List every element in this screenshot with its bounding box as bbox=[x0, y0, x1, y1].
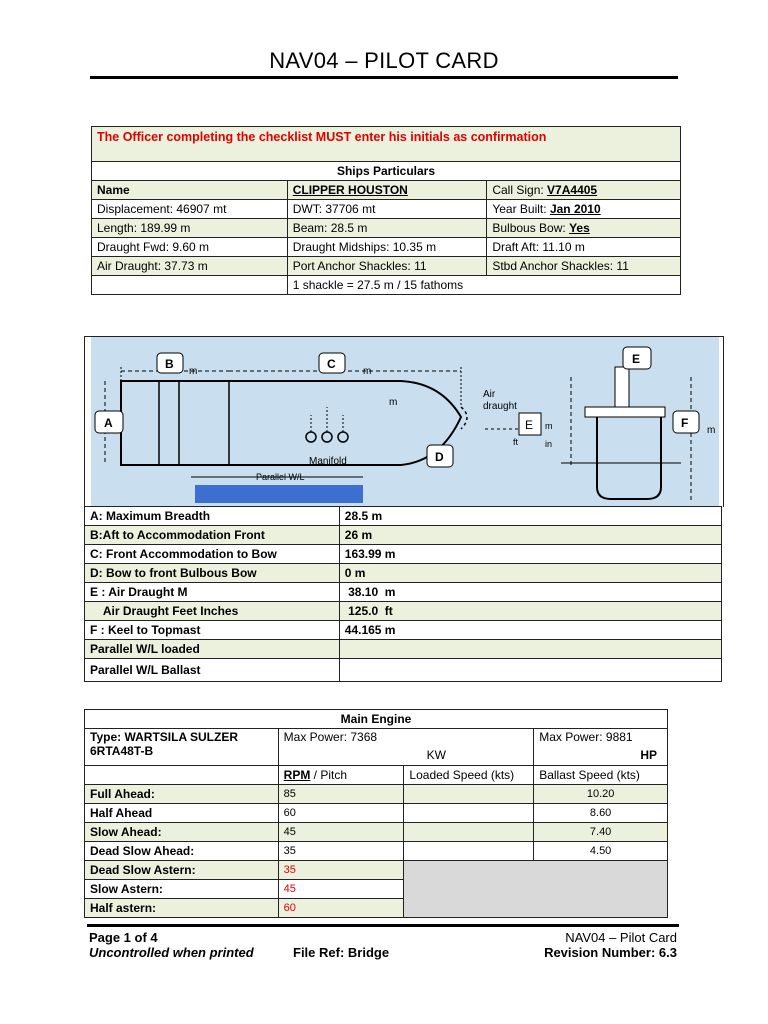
order-ballast: 8.60 bbox=[534, 804, 668, 823]
dim-value: 125.0 ft bbox=[339, 602, 721, 621]
title-rule bbox=[90, 76, 678, 79]
footer-rule bbox=[87, 924, 679, 927]
order-rpm: 35 bbox=[278, 842, 404, 861]
max-power-kw-label: Max Power: 7368 bbox=[283, 730, 378, 744]
draught-label: draught bbox=[483, 401, 517, 412]
hp-unit: HP bbox=[640, 748, 657, 762]
page-title: NAV04 – PILOT CARD bbox=[269, 48, 499, 73]
dim-label: F : Keel to Topmast bbox=[85, 621, 340, 640]
dim-value bbox=[339, 659, 721, 682]
order-name: Slow Astern: bbox=[85, 880, 279, 899]
order-rpm: 45 bbox=[278, 880, 404, 899]
section-title: Ships Particulars bbox=[92, 162, 681, 181]
engine-type-line1: Type: WARTSILA SULZER bbox=[90, 730, 238, 744]
label-b: B bbox=[165, 357, 174, 371]
ship-dimensions-diagram bbox=[84, 336, 724, 507]
max-power-hp-label: Max Power: 9881 bbox=[539, 730, 633, 744]
dim-label: C: Front Accommodation to Bow bbox=[85, 545, 340, 564]
col-loaded-speed: Loaded Speed (kts) bbox=[404, 766, 534, 785]
dim-value bbox=[339, 640, 721, 659]
order-name: Half Ahead bbox=[85, 804, 279, 823]
dim-label: B:Aft to Accommodation Front bbox=[85, 526, 340, 545]
engine-type bbox=[85, 729, 279, 766]
footer-uncontrolled: Uncontrolled when printed bbox=[89, 945, 254, 960]
ships-particulars-table bbox=[91, 126, 681, 295]
footer-doc: NAV04 – Pilot Card bbox=[565, 930, 677, 945]
order-name: Dead Slow Astern: bbox=[85, 861, 279, 880]
particular-port-anchor: Port Anchor Shackles: 11 bbox=[287, 257, 487, 276]
order-loaded bbox=[404, 823, 534, 842]
order-loaded bbox=[404, 785, 534, 804]
order-loaded bbox=[404, 842, 534, 861]
parallel-wl-label: Parallel W/L bbox=[256, 472, 305, 482]
order-rpm: 35 bbox=[278, 861, 404, 880]
footer-file-ref: File Ref: Bridge bbox=[293, 945, 390, 960]
confirmation-notice: The Officer completing the checklist MUST enter his initials as confirmation bbox=[92, 127, 681, 162]
order-ballast: 10.20 bbox=[534, 785, 668, 804]
dim-value: 163.99 m bbox=[339, 545, 721, 564]
particular-beam: Beam: 28.5 m bbox=[287, 219, 487, 238]
shackle-note: 1 shackle = 27.5 m / 15 fathoms bbox=[287, 276, 680, 295]
label-a: A bbox=[104, 416, 113, 430]
unit-m-e: m bbox=[545, 421, 553, 431]
order-loaded bbox=[404, 804, 534, 823]
dim-label: Parallel W/L loaded bbox=[85, 640, 340, 659]
order-name: Dead Slow Ahead: bbox=[85, 842, 279, 861]
unit-m-d: m bbox=[389, 397, 398, 408]
particular-call-sign: Call Sign: V7A4405 bbox=[487, 181, 681, 200]
dim-value: 44.165 m bbox=[339, 621, 721, 640]
label-c: C bbox=[327, 357, 336, 371]
order-rpm: 85 bbox=[278, 785, 404, 804]
particular-name-label: Name bbox=[92, 181, 288, 200]
footer-page: Page 1 of 4 bbox=[89, 930, 158, 945]
particular-bulbous-bow: Bulbous Bow: Yes bbox=[487, 219, 681, 238]
particular-displacement: Displacement: 46907 mt bbox=[92, 200, 288, 219]
unit-m-c: m bbox=[363, 366, 372, 377]
particular-dwt: DWT: 37706 mt bbox=[287, 200, 487, 219]
col-ballast-speed: Ballast Speed (kts) bbox=[534, 766, 668, 785]
unit-in: in bbox=[545, 439, 553, 449]
manifold-label: Manifold bbox=[309, 456, 347, 467]
footer-revision: Revision Number: 6.3 bbox=[544, 945, 677, 960]
engine-empty-header bbox=[85, 766, 279, 785]
dim-value: 0 m bbox=[339, 564, 721, 583]
dim-value: 26 m bbox=[339, 526, 721, 545]
dim-label: A: Maximum Breadth bbox=[85, 507, 340, 526]
particular-stbd-anchor: Stbd Anchor Shackles: 11 bbox=[487, 257, 681, 276]
particular-length: Length: 189.99 m bbox=[92, 219, 288, 238]
order-rpm: 60 bbox=[278, 899, 404, 918]
particular-ship-name: CLIPPER HOUSTON bbox=[287, 181, 487, 200]
kw-unit: KW bbox=[426, 748, 447, 762]
max-power-kw bbox=[278, 729, 534, 766]
order-ballast: 4.50 bbox=[534, 842, 668, 861]
dim-label: E : Air Draught M bbox=[85, 583, 340, 602]
dimensions-table bbox=[84, 506, 722, 682]
col-rpm-pitch: RPM / Pitch bbox=[278, 766, 404, 785]
order-name: Slow Ahead: bbox=[85, 823, 279, 842]
unit-ft: ft bbox=[513, 437, 519, 447]
order-rpm: 60 bbox=[278, 804, 404, 823]
dim-value: 38.10 m bbox=[339, 583, 721, 602]
label-d: D bbox=[435, 450, 444, 464]
dim-value: 28.5 m bbox=[339, 507, 721, 526]
air-label: Air bbox=[483, 389, 496, 400]
label-e-box: E bbox=[525, 418, 534, 432]
ship-diagram-svg bbox=[91, 337, 719, 507]
order-ballast: 7.40 bbox=[534, 823, 668, 842]
order-rpm: 45 bbox=[278, 823, 404, 842]
engine-type-line2: 6RTA48T-B bbox=[90, 744, 154, 758]
astern-greyed-area bbox=[404, 861, 668, 918]
unit-m-b: m bbox=[189, 366, 198, 377]
particular-air-draught: Air Draught: 37.73 m bbox=[92, 257, 288, 276]
dim-label: Parallel W/L Ballast bbox=[85, 659, 340, 682]
unit-m-f: m bbox=[707, 425, 716, 436]
main-engine-table bbox=[84, 709, 668, 918]
label-f: F bbox=[681, 416, 689, 430]
particular-draught-fwd: Draught Fwd: 9.60 m bbox=[92, 238, 288, 257]
order-name: Half astern: bbox=[85, 899, 279, 918]
engine-title: Main Engine bbox=[85, 710, 668, 729]
max-power-hp bbox=[534, 729, 668, 766]
dim-label: D: Bow to front Bulbous Bow bbox=[85, 564, 340, 583]
particular-draught-mid: Draught Midships: 10.35 m bbox=[287, 238, 487, 257]
order-name: Full Ahead: bbox=[85, 785, 279, 804]
particular-empty bbox=[92, 276, 288, 295]
label-e: E bbox=[632, 352, 641, 366]
particular-year-built: Year Built: Jan 2010 bbox=[487, 200, 681, 219]
dim-label: Air Draught Feet Inches bbox=[85, 602, 340, 621]
particular-draft-aft: Draft Aft: 11.10 m bbox=[487, 238, 681, 257]
